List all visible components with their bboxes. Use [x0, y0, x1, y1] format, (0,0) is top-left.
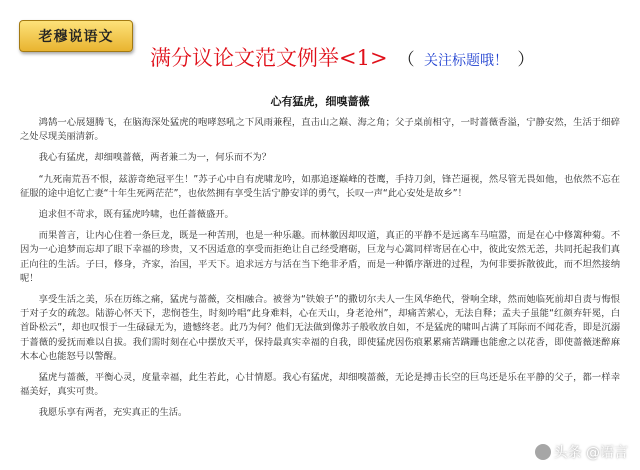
- follow-close-paren: ）: [517, 50, 535, 70]
- article-paragraph: 鸿鹄一心展翅腾飞，在脑海深处猛虎的咆哮怒吼之下风雨兼程，直击山之巅、海之角；父子桌前相守，一时蔷薇香溢，宁静安然，生活于细碎之处尽现美丽清新。: [20, 117, 620, 143]
- watermark-logo-icon: [535, 444, 551, 460]
- watermark: [535, 442, 628, 462]
- article-paragraph: 我愿乐享有两者，充实真正的生活。: [38, 407, 188, 419]
- article: [20, 93, 620, 428]
- article-paragraph: 而果普言，让内心住着一条巨龙，既是一种苦刑，也是一种乐趣。而林徽因却叹道，真正的平静不是远离车马喧嚣，而是在心中修篱种菊。不因为一心追梦而忘却了眼下幸福的珍贵，又不因适意的享受而拒绝让自己经受磨砺，巨龙与心篱同样寄居在心中，彼此安然无恙，共同托起我们真正向往的生活。子曰，修身，齐家，治国，平天下。追求远方与活在当下绝非矛盾，而是一种循序渐进的过程，为何非要拆散彼此，而不坦然接纳呢！: [20, 230, 620, 284]
- watermark-label: 头条 @语言: [553, 445, 628, 461]
- article-title: 心有猛虎，细嗅蔷薇: [270, 95, 370, 108]
- follow-label: 关注标题哦！: [423, 53, 508, 69]
- page-title: 满分议论文范文例举<1>: [150, 46, 388, 70]
- follow-open-paren: （: [397, 50, 415, 70]
- article-paragraph: 享受生活之美，乐在历练之痛，猛虎与蔷薇，交相融合。被誉为“铁娘子”的撒切尔夫人一生风华绝代，誉响全球，然而她临死前却自责与悔恨于对子女的疏忽。陆游心怀天下，悲悯苍生，时刻吟唱“此身难料，心在天山，身老沧州”，却痛苦萦心，无法自释；孟夫子虽能“红颜弃轩冕，白首卧松云”，却也叹恨于一生碌碌无为，遗憾终老。此乃为何？他们无法做到像苏子般收放自如，不是猛虎的啸叫占满了耳际而不闻花香，即是沉溺于蔷薇的爱抚而难以自拔。我们需时刻在心中摆放天平，保持最真实幸福的自我，即使猛虎因伤痕累累痛苦蹒跚也能愈之以花香，即使蔷薇迷醉麻木本心也能怒号以警醒。: [20, 294, 620, 362]
- header: [150, 42, 630, 74]
- article-paragraph: 我心有猛虎，却细嗅蔷薇，两者兼二为一，何乐而不为？: [38, 152, 272, 164]
- column-badge: [19, 20, 133, 52]
- article-paragraph: 追求但不苛求，既有猛虎吟啸，也任蔷薇盛开。: [38, 209, 234, 221]
- article-paragraph: 猛虎与蔷薇，平衡心灵，度量幸福，此生若此，心甘情愿。我心有猛虎，却细嗅蔷薇，无论是搏击长空的巨鸟还是乐在平静的父子，都一样幸福美好，真实可贵。: [20, 372, 620, 398]
- column-badge-label: 老穆说语文: [38, 29, 114, 45]
- article-paragraph: “九死南荒吾不恨，兹游奇绝冠平生！”苏子心中自有虎啸龙吟，如那追逐巅峰的苍鹰，手持刀剑，锋芒逼视，然尽管无畏如他，也依然不忘在征服的途中追忆亡妻“十年生死两茫茫”，也依然拥有享受生活宁静安详的勇气，长叹一声“此心安处是故乡”！: [20, 173, 620, 199]
- follow-hint: [398, 45, 535, 70]
